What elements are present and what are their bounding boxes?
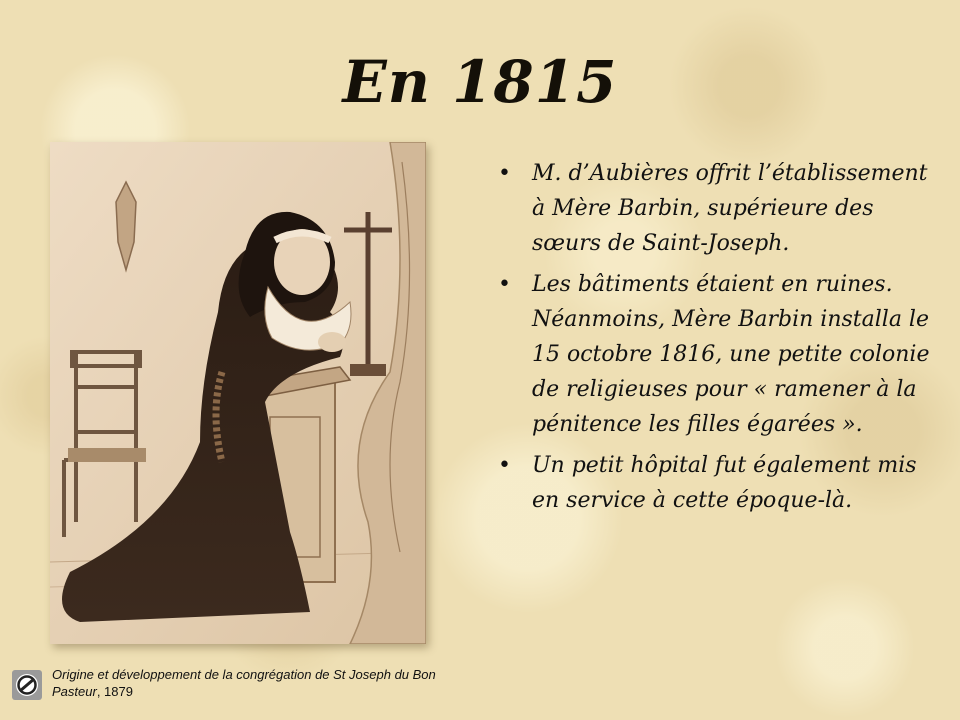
caption-title: Origine et développement de la congrégation de St Joseph du Bon Pasteur — [52, 667, 436, 699]
bullet-item — [496, 448, 936, 518]
bullet-item — [496, 156, 936, 261]
no-copyright-icon — [12, 670, 42, 700]
bullet-item — [496, 267, 936, 442]
bullet-text: M. d’Aubières offrit l’établissement à Mère Barbin, supérieure des sœurs de Saint-Joseph. — [532, 161, 928, 256]
portrait-image — [50, 142, 426, 644]
bullet-marker: • — [498, 161, 511, 186]
bullet-list — [496, 156, 936, 524]
caption-year: , 1879 — [96, 684, 133, 699]
slide-title: En 1815 — [342, 48, 618, 116]
bullet-text: Les bâtiments étaient en ruines. Néanmoins, Mère Barbin installa le 15 octobre 1816, une petite colonie de religieuses pour « ramener à la pénitence les filles égarées ». — [532, 272, 930, 437]
bullet-marker: • — [498, 272, 511, 297]
bullet-marker: • — [498, 453, 511, 478]
image-caption — [52, 666, 452, 700]
bullet-text: Un petit hôpital fut également mis en service à cette époque-là. — [532, 453, 917, 513]
